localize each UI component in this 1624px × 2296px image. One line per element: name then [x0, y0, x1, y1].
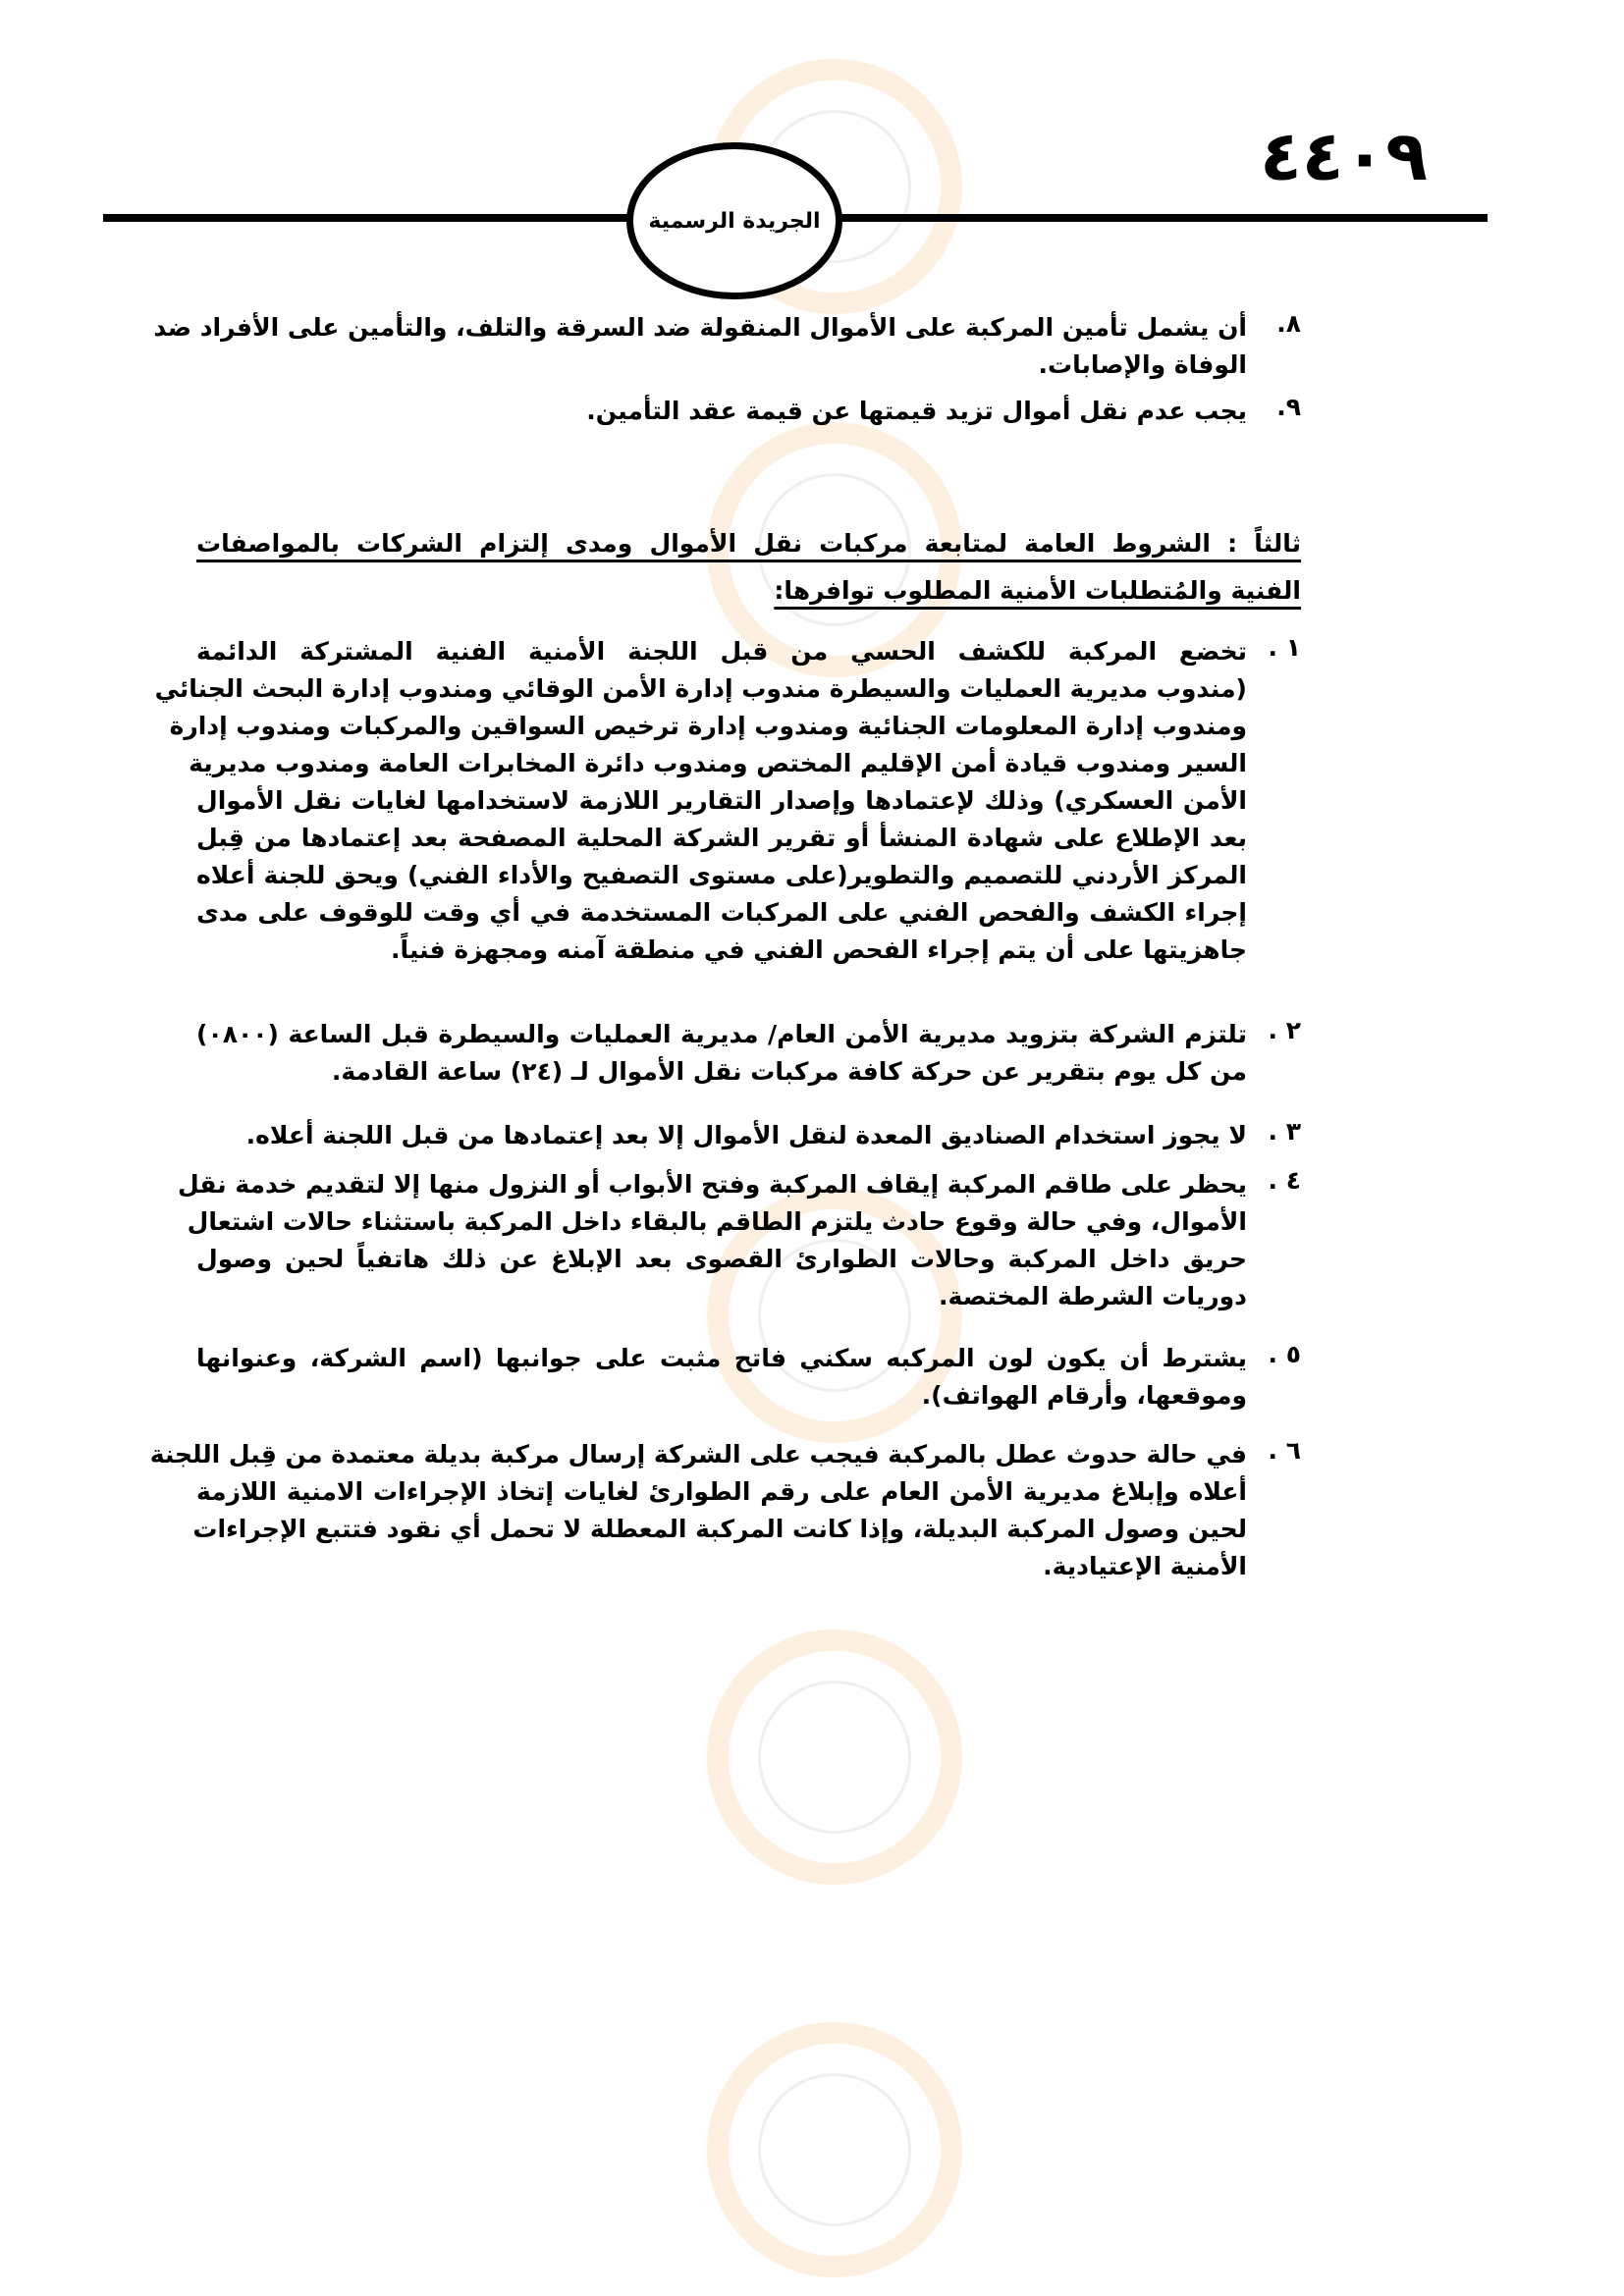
text-line: يحظر على طاقم المركبة إيقاف المركبة وفتح الأبواب أو النزول منها إلا لتقديم خدمة نقل	[177, 1170, 1247, 1199]
text-line: حريق داخل المركبة وحالات الطوارئ القصوى بعد الإبلاغ عن ذلك هاتفياً لحين وصول	[196, 1245, 1247, 1273]
page-number: ٤٤٠٩	[1260, 116, 1428, 196]
item-text	[196, 1340, 1247, 1415]
item-text	[177, 1166, 1247, 1315]
item-number: ٣ .	[1268, 1117, 1301, 1146]
text-line: لحين وصول المركبة البديلة، وإذا كانت المركبة المعطلة لا تحمل أي نقود فتتبع الإجراءات	[192, 1515, 1247, 1543]
list-item	[177, 1166, 1301, 1315]
item-number: ٨.	[1276, 309, 1301, 338]
text-line: أن يشمل تأمين المركبة على الأموال المنقولة ضد السرقة والتلف، والتأمين على الأفراد ضد	[153, 313, 1247, 342]
text-line: ومندوب إدارة المعلومات الجنائية ومندوب إدارة ترخيص السواقين والمركبات ومندوب إدارة	[169, 712, 1247, 740]
item-text	[153, 309, 1247, 384]
item-number: ٩.	[1276, 393, 1301, 421]
text-line: (مندوب مديرية العمليات والسيطرة مندوب إدارة الأمن الوقائي ومندوب إدارة البحث الجنائي	[154, 674, 1247, 703]
text-line: السير ومندوب قيادة أمن الإقليم المختص ومندوب دائرة المخابرات العامة ومندوب مديرية	[189, 749, 1247, 777]
text-line: وموقعها، وأرقام الهواتف).	[921, 1381, 1247, 1410]
item-number: ٦ .	[1268, 1436, 1301, 1465]
item-number: ٢ .	[1268, 1016, 1301, 1044]
item-text	[196, 393, 1247, 430]
item-text	[149, 1436, 1247, 1585]
text-line: الوفاة والإصابات.	[1038, 350, 1247, 379]
text-line: في حالة حدوث عطل بالمركبة فيجب على الشركة إرسال مركبة بديلة معتمدة من قِبل اللجنة	[149, 1440, 1247, 1468]
text-line: الأمن العسكري) وذلك لإعتمادها وإصدار التقارير اللازمة لاستخدامها لغايات نقل الأموال	[196, 786, 1247, 815]
text-line: ثالثاً : الشروط العامة لمتابعة مركبات نقل الأموال ومدى إلتزام الشركات بالمواصفات	[196, 529, 1301, 558]
watermark-logo	[707, 2022, 962, 2277]
item-text	[196, 1016, 1247, 1091]
list-item	[196, 1117, 1301, 1154]
item-text	[196, 1117, 1247, 1154]
text-line: بعد الإطلاع على شهادة المنشأ أو تقرير الشركة المحلية المصفحة بعد إعتمادها من قِبل	[196, 824, 1247, 852]
watermark-logo	[707, 1629, 962, 1885]
text-line: لا يجوز استخدام الصناديق المعدة لنقل الأموال إلا بعد إعتمادها من قبل اللجنة أعلاه.	[245, 1121, 1247, 1149]
text-line: المركز الأردني للتصميم والتطوير(على مستوى التصفيح والأداء الفني) ويحق للجنة أعلاه	[196, 861, 1247, 889]
text-line: من كل يوم بتقرير عن حركة كافة مركبات نقل الأموال لـ (٢٤) ساعة القادمة.	[331, 1057, 1247, 1086]
text-line: دوريات الشرطة المختصة.	[939, 1282, 1247, 1310]
text-line: الأموال، وفي حالة وقوع حادث يلتزم الطاقم بالبقاء داخل المركبة باستثناء حالات اشتعال	[187, 1207, 1247, 1236]
item-number: ٥ .	[1268, 1340, 1301, 1368]
list-item	[196, 393, 1301, 430]
list-item	[196, 1016, 1301, 1091]
text-line: الفنية والمُتطلبات الأمنية المطلوب توافرها:	[774, 576, 1301, 605]
list-item	[149, 1436, 1301, 1585]
item-number: ١ .	[1268, 633, 1301, 662]
text-line: أعلاه وإبلاغ مديرية الأمن العام على رقم الطوارئ لغايات إتخاذ الإجراءات الامنية اللازمة	[196, 1477, 1247, 1506]
publication-title: الجريدة الرسمية	[648, 208, 821, 234]
text-line: الأمنية الإعتيادية.	[1043, 1552, 1247, 1580]
text-line: يشترط أن يكون لون المركبه سكني فاتح مثبت على جوانبها (اسم الشركة، وعنوانها	[196, 1344, 1247, 1372]
text-line: يجب عدم نقل أموال تزيد قيمتها عن قيمة عقد التأمين.	[586, 397, 1247, 425]
text-line: تلتزم الشركة بتزويد مديرية الأمن العام/ مديرية العمليات والسيطرة قبل الساعة (٠٨٠٠)	[196, 1020, 1247, 1048]
text-line: جاهزيتها على أن يتم إجراء الفحص الفني في منطقة آمنه ومجهزة فنياً.	[391, 935, 1247, 964]
text-line: تخضع المركبة للكشف الحسي من قبل اللجنة الأمنية الفنية المشتركة الدائمة	[196, 637, 1247, 666]
header-emblem	[626, 142, 842, 299]
list-item	[154, 633, 1301, 969]
item-number: ٤ .	[1268, 1166, 1301, 1195]
item-text	[154, 633, 1247, 969]
item-text	[196, 520, 1301, 614]
list-item	[196, 1340, 1301, 1415]
list-item	[153, 309, 1301, 384]
section-heading	[196, 520, 1301, 614]
text-line: إجراء الكشف والفحص الفني على المركبات المستخدمة في أي وقت للوقوف على مدى	[196, 898, 1247, 927]
